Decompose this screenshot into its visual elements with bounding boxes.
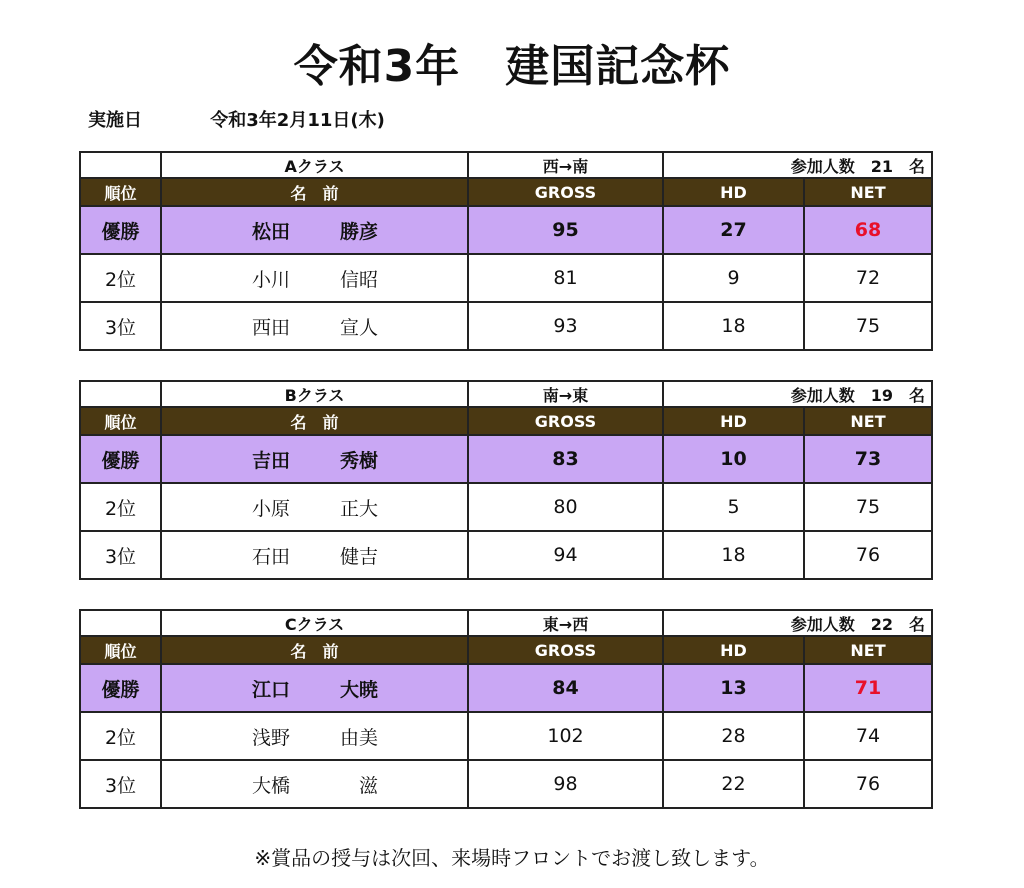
handicap: 13 bbox=[663, 664, 804, 712]
player-surname: 石田 bbox=[252, 545, 291, 568]
gross-header: GROSS bbox=[468, 407, 663, 435]
column-header-row bbox=[80, 636, 932, 664]
winner-row bbox=[80, 435, 932, 483]
handicap: 27 bbox=[663, 206, 804, 254]
gross-score: 93 bbox=[468, 302, 663, 350]
class-info-row bbox=[80, 152, 932, 178]
player-given-name: 正大 bbox=[340, 497, 379, 520]
player-surname: 大橋 bbox=[252, 774, 291, 797]
table-row bbox=[80, 302, 932, 350]
class-c-results-table bbox=[79, 609, 933, 809]
gross-score: 80 bbox=[468, 483, 663, 531]
name-header: 名 前 bbox=[161, 407, 468, 435]
handicap: 18 bbox=[663, 302, 804, 350]
net-score: 71 bbox=[804, 664, 932, 712]
entrant-count: 参加人数 19 名 bbox=[663, 381, 932, 407]
player-given-name: 勝彦 bbox=[340, 220, 379, 243]
player-given-name: 信昭 bbox=[340, 268, 379, 291]
gross-score: 84 bbox=[468, 664, 663, 712]
rank-header: 順位 bbox=[80, 407, 161, 435]
handicap: 5 bbox=[663, 483, 804, 531]
player-surname: 浅野 bbox=[252, 726, 291, 749]
course-route: 南→東 bbox=[468, 381, 663, 407]
course-route: 西→南 bbox=[468, 152, 663, 178]
player-given-name: 大暁 bbox=[340, 678, 379, 701]
player-name bbox=[161, 254, 468, 302]
player-name bbox=[161, 483, 468, 531]
rank-cell: 2位 bbox=[80, 712, 161, 760]
hd-header: HD bbox=[663, 178, 804, 206]
class-name: Bクラス bbox=[161, 381, 468, 407]
player-surname: 西田 bbox=[252, 316, 291, 339]
rank-cell: 2位 bbox=[80, 483, 161, 531]
net-header: NET bbox=[804, 178, 932, 206]
gross-score: 98 bbox=[468, 760, 663, 808]
net-score: 72 bbox=[804, 254, 932, 302]
player-surname: 小川 bbox=[252, 268, 291, 291]
handicap: 28 bbox=[663, 712, 804, 760]
rank-cell: 優勝 bbox=[80, 435, 161, 483]
entrant-count: 参加人数 22 名 bbox=[663, 610, 932, 636]
net-score: 75 bbox=[804, 302, 932, 350]
player-given-name: 滋 bbox=[340, 774, 379, 797]
rank-header: 順位 bbox=[80, 636, 161, 664]
column-header-row bbox=[80, 178, 932, 206]
name-header: 名 前 bbox=[161, 178, 468, 206]
table-row bbox=[80, 483, 932, 531]
class-info-row bbox=[80, 381, 932, 407]
class-info-row bbox=[80, 610, 932, 636]
player-name bbox=[161, 302, 468, 350]
net-score: 68 bbox=[804, 206, 932, 254]
name-header: 名 前 bbox=[161, 636, 468, 664]
player-surname: 小原 bbox=[252, 497, 291, 520]
rank-cell: 優勝 bbox=[80, 206, 161, 254]
gross-score: 95 bbox=[468, 206, 663, 254]
class-a-results-table bbox=[79, 151, 933, 351]
gross-score: 94 bbox=[468, 531, 663, 579]
gross-score: 81 bbox=[468, 254, 663, 302]
player-name bbox=[161, 206, 468, 254]
net-score: 73 bbox=[804, 435, 932, 483]
event-date-row bbox=[88, 106, 385, 132]
player-surname: 松田 bbox=[252, 220, 291, 243]
rank-cell: 2位 bbox=[80, 254, 161, 302]
handicap: 9 bbox=[663, 254, 804, 302]
class-name: Cクラス bbox=[161, 610, 468, 636]
net-score: 74 bbox=[804, 712, 932, 760]
player-name bbox=[161, 712, 468, 760]
class-b-results-table bbox=[79, 380, 933, 580]
rank-cell: 3位 bbox=[80, 302, 161, 350]
handicap: 18 bbox=[663, 531, 804, 579]
rank-cell: 3位 bbox=[80, 531, 161, 579]
net-score: 76 bbox=[804, 531, 932, 579]
date-value: 令和3年2月11日(木) bbox=[210, 110, 385, 131]
player-name bbox=[161, 760, 468, 808]
player-given-name: 健吉 bbox=[340, 545, 379, 568]
player-name bbox=[161, 435, 468, 483]
handicap: 22 bbox=[663, 760, 804, 808]
net-header: NET bbox=[804, 407, 932, 435]
page-title: 令和3年 建国記念杯 bbox=[293, 41, 731, 92]
player-given-name: 宣人 bbox=[340, 316, 379, 339]
rank-header: 順位 bbox=[80, 178, 161, 206]
rank-cell: 3位 bbox=[80, 760, 161, 808]
entrant-count: 参加人数 21 名 bbox=[663, 152, 932, 178]
hd-header: HD bbox=[663, 407, 804, 435]
player-surname: 吉田 bbox=[252, 449, 291, 472]
gross-header: GROSS bbox=[468, 178, 663, 206]
net-header: NET bbox=[804, 636, 932, 664]
gross-score: 83 bbox=[468, 435, 663, 483]
course-route: 東→西 bbox=[468, 610, 663, 636]
table-row bbox=[80, 712, 932, 760]
gross-score: 102 bbox=[468, 712, 663, 760]
winner-row bbox=[80, 206, 932, 254]
player-surname: 江口 bbox=[252, 678, 291, 701]
winner-row bbox=[80, 664, 932, 712]
player-given-name: 由美 bbox=[340, 726, 379, 749]
table-row bbox=[80, 760, 932, 808]
player-given-name: 秀樹 bbox=[340, 449, 379, 472]
column-header-row bbox=[80, 407, 932, 435]
player-name bbox=[161, 531, 468, 579]
date-label: 実施日 bbox=[88, 110, 142, 131]
player-name bbox=[161, 664, 468, 712]
table-row bbox=[80, 254, 932, 302]
gross-header: GROSS bbox=[468, 636, 663, 664]
net-score: 76 bbox=[804, 760, 932, 808]
hd-header: HD bbox=[663, 636, 804, 664]
class-name: Aクラス bbox=[161, 152, 468, 178]
rank-cell: 優勝 bbox=[80, 664, 161, 712]
net-score: 75 bbox=[804, 483, 932, 531]
handicap: 10 bbox=[663, 435, 804, 483]
footer-note: ※賞品の授与は次回、来場時フロントでお渡し致します。 bbox=[254, 846, 770, 870]
table-row bbox=[80, 531, 932, 579]
